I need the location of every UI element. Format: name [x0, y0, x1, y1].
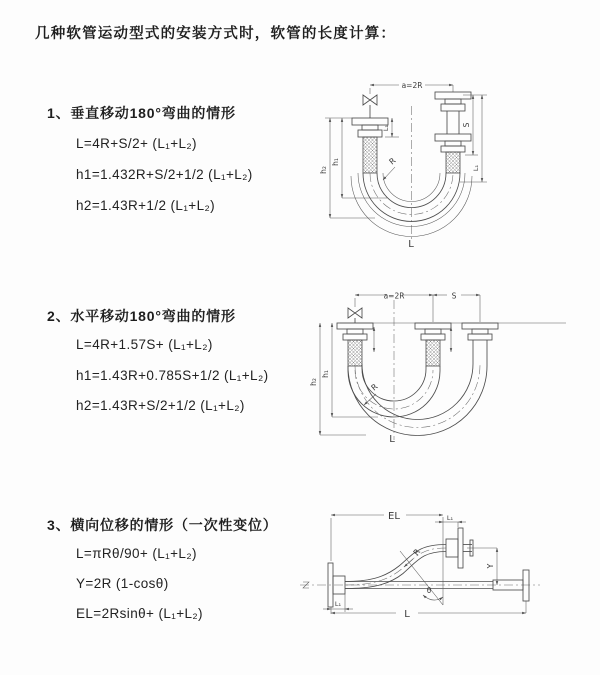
dim-label-y: Y — [486, 563, 495, 569]
dim-label-l1-top: L₁ — [446, 514, 454, 522]
dim-label-l1-left: L₁ — [334, 600, 342, 608]
dim-label-theta: θ — [426, 586, 432, 595]
braided-hose-left — [348, 340, 362, 366]
section-2-formula-3: h2=1.43R+S/2+1/2 (L₁+L₂) — [76, 398, 245, 413]
dim-label-el: EL — [388, 511, 400, 522]
valve-icon — [348, 308, 362, 318]
dim-label-r-1: R — [387, 156, 398, 167]
diagram-lateral-displacement — [296, 496, 600, 646]
braided-hose-middle — [426, 340, 440, 366]
dim-label-l-2: L — [389, 434, 395, 445]
dim-label-l-1: L — [408, 239, 414, 250]
dim-label-l1b-1: L₁ — [472, 164, 480, 172]
section-2-formula-1: L=4R+1.57S+ (L₁+L₂) — [76, 337, 213, 352]
dim-label-a2r-1: a=2R — [401, 81, 423, 90]
dim-label-h2-1: h₂ — [319, 166, 328, 174]
valve-icon — [363, 95, 377, 105]
dim-label-h1-2: h₁ — [321, 370, 330, 378]
dim-label-h2-2: h₂ — [309, 378, 318, 386]
dim-label-h1-1: h₁ — [331, 158, 340, 166]
technical-drawing-3 — [296, 496, 600, 646]
dim-label-a2r-2: a=2R — [383, 291, 405, 301]
technical-drawing-1 — [313, 70, 588, 270]
section-3-formula-3: EL=2Rsinθ+ (L₁+L₂) — [76, 606, 203, 621]
section-2-heading: 2、水平移动180°弯曲的情形 — [47, 308, 236, 324]
technical-drawing-2 — [308, 282, 598, 457]
dim-label-l-3: L — [404, 609, 410, 620]
braided-hose-left — [363, 137, 377, 173]
section-1-formula-1: L=4R+S/2+ (L₁+L₂) — [76, 136, 197, 151]
diagram-vertical-180-bend — [313, 70, 588, 270]
dim-label-l1-1: L₁ — [382, 124, 390, 132]
section-1-formula-2: h1=1.432R+S/2+1/2 (L₁+L₂) — [76, 167, 253, 182]
diagram-horizontal-180-bend — [308, 282, 598, 457]
section-3-formula-1: L=πRθ/90+ (L₁+L₂) — [76, 546, 197, 561]
dim-label-s-1: S — [462, 122, 471, 128]
braided-hose-right — [446, 152, 460, 173]
section-1-formula-3: h2=1.43R+1/2 (L₁+L₂) — [76, 198, 216, 213]
dim-label-r-2: R — [369, 382, 380, 393]
section-3-heading: 3、横向位移的情形（一次性变位） — [47, 517, 278, 533]
section-2-formula-2: h1=1.43R+0.785S+1/2 (L₁+L₂) — [76, 368, 269, 383]
doc-title: 几种软管运动型式的安装方式时，软管的长度计算： — [35, 26, 397, 42]
section-1-heading: 1、垂直移动180°弯曲的情形 — [47, 105, 236, 121]
dim-label-r-3: R — [411, 547, 423, 558]
dim-label-s-2: S — [451, 291, 457, 301]
section-3-formula-2: Y=2R (1-cosθ) — [76, 576, 169, 591]
